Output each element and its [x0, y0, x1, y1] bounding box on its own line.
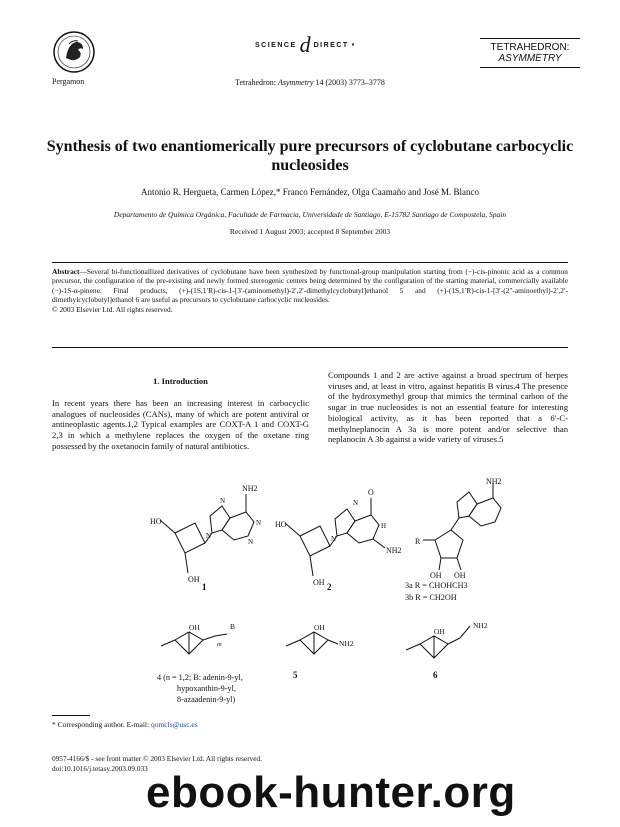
s1-n9: N	[206, 532, 212, 540]
author-email-link[interactable]: qomcls@usc.es	[150, 720, 198, 729]
front-matter-line1: 0957-4166/$ - see front matter © 2003 Elsevier Ltd. All rights reserved.	[52, 754, 263, 763]
journal-reference	[0, 78, 620, 87]
received-dates: Received 1 August 2003; accepted 8 September 2003	[229, 227, 391, 236]
journal-ref-prefix: Tetrahedron:	[235, 78, 278, 87]
sd-left-text: SCIENCE	[255, 41, 297, 49]
compound-3-caption	[405, 580, 468, 604]
s1-n3: N	[248, 538, 254, 546]
abstract-copyright: © 2003 Elsevier Ltd. All rights reserved.	[52, 304, 173, 314]
s1-n7: N	[220, 497, 226, 505]
structure-3	[423, 484, 501, 570]
s3-oh-a: OH	[430, 571, 442, 580]
s2-nh2: NH2	[386, 546, 402, 555]
compound-4-caption	[157, 672, 243, 705]
journal-box-line1: TETRAHEDRON:	[490, 42, 570, 53]
publisher-name: Pergamon	[52, 77, 85, 86]
caption-3b: 3b R = CH2OH	[405, 593, 457, 602]
s3-r: R	[415, 537, 421, 546]
affiliation: Departamento de Química Orgánica, Facultade de Farmacia, Universidade de Santiago, E-15782 Santiago de Compostela, Spain	[113, 210, 507, 219]
s3-nh2: NH2	[486, 478, 502, 486]
publisher-logo-icon	[52, 30, 96, 74]
compound-5-label: 5	[293, 670, 298, 680]
s4-oh: OH	[189, 623, 200, 632]
footnote-rule	[52, 715, 90, 716]
s6-nh2: NH2	[473, 621, 488, 630]
s2-ho: HO	[275, 520, 287, 529]
caption-3a: 3a R = CHOHCH3	[405, 581, 468, 590]
s3-oh-b: OH	[454, 571, 466, 580]
s1-n1: N	[256, 519, 262, 527]
journal-ref-name: Asymmetry	[277, 78, 314, 87]
journal-ref-rest: 14 (2003) 3773–3778	[313, 78, 385, 87]
sciencedirect-logo[interactable]	[255, 34, 356, 56]
s5-nh2: NH2	[339, 639, 354, 648]
abstract-text: —Several bi-functionallized derivatives of cyclobutane have been synthesized by functional-group manipulation starting from (−)-cis-pinonic acid as a common precursor, the configuration of the pre-existing and newly formed stereogenic centers being determined by the configuration of the starting material, commercially available (−)-1S-α-pinene. Final products, (+)-(1S,1′R)-cis-1-[3′-(aminomethyl)-2′,2′-dimethylcyclobutyl]ethanol 5 and (+)-(1S,1′R)-cis-1-[3′-(2″-aminoethyl)-2′,2′-dimethylcyclobutyl]ethanol 6 are useful as precursors to cyclobutane carbocyclic nucleosides.	[52, 267, 568, 305]
s2-o: O	[368, 488, 374, 497]
s4-b: B	[230, 622, 236, 631]
compound-1-label: 1	[202, 582, 207, 592]
caption-4-line2: hypoxanthin-9-yl,	[177, 684, 236, 693]
doi-link[interactable]: doi:10.1016/j.tetasy.2003.09.033	[52, 764, 148, 773]
abstract-label: Abstract	[52, 267, 80, 276]
abstract-top-rule	[52, 262, 568, 263]
footnote-text: * Corresponding author. E-mail:	[52, 720, 151, 729]
structures-top-row	[150, 478, 580, 618]
corresponding-author-footnote	[52, 720, 198, 729]
s2-n9: N	[331, 535, 337, 543]
intro-column-right: Compounds 1 and 2 are active against a broad spectrum of herpes viruses and, at least in vitro, against hepatitis B virus.4 The presence of the hydroxymethyl group that mimics the terminal carbon of the sugar in true nucleosides is not an essential feature for interesting biological activity, as it has been reported that a 6′-C-methylneplanocin A 3a is more potent and/or selective than neplanocin A 3b against a wide variety of viruses.5	[328, 370, 568, 445]
paper-title: Synthesis of two enantiomerically pure precursors of cyclobutane carbocyclic nucleosides	[46, 138, 574, 174]
journal-title-box	[480, 38, 580, 68]
abstract	[52, 267, 568, 314]
caption-4-line1: 4 (n = 1,2; B: adenin-9-yl,	[157, 673, 243, 682]
s4-m: m	[217, 641, 222, 648]
compound-6-label: 6	[433, 670, 438, 680]
s2-nh: H	[381, 522, 387, 530]
section-heading: 1. Introduction	[153, 376, 208, 386]
compound-2-label: 2	[327, 582, 332, 592]
s1-ho: HO	[150, 517, 162, 526]
s5-oh: OH	[314, 623, 325, 632]
s1-nh2: NH2	[242, 484, 258, 493]
intro-column-left: In recent years there has been an increasing interest in carbocyclic analogues of nucleosides (CANs), many of which are potent antiviral or antineoplastic agents.1,2 Typical examples are COXT-A 1 and COXT-G 2,3 in which a methylene replaces the oxygen of the oxetane ring possessed by the oxetanocin family of natural antibiotics.	[52, 398, 309, 451]
sd-at-mark: d	[299, 32, 311, 57]
s1-oh: OH	[188, 575, 200, 584]
s2-oh: OH	[313, 578, 325, 587]
s2-n7: N	[353, 499, 359, 507]
watermark: ebook-hunter.org	[146, 768, 516, 817]
caption-4-line3: 8-azaadenin-9-yl)	[177, 695, 236, 704]
structures-bottom-row	[155, 618, 535, 674]
sd-right-text: DIRECT	[313, 41, 349, 49]
author-list: Antonio R. Hergueta, Carmen López,* Franco Fernández, Olga Caamaño and José M. Blanco	[141, 187, 479, 197]
s6-oh: OH	[434, 627, 445, 636]
abstract-bottom-rule	[52, 347, 568, 348]
structure-5	[286, 632, 338, 654]
journal-box-line2: ASYMMETRY	[498, 53, 562, 64]
sd-dot: •	[351, 41, 356, 49]
